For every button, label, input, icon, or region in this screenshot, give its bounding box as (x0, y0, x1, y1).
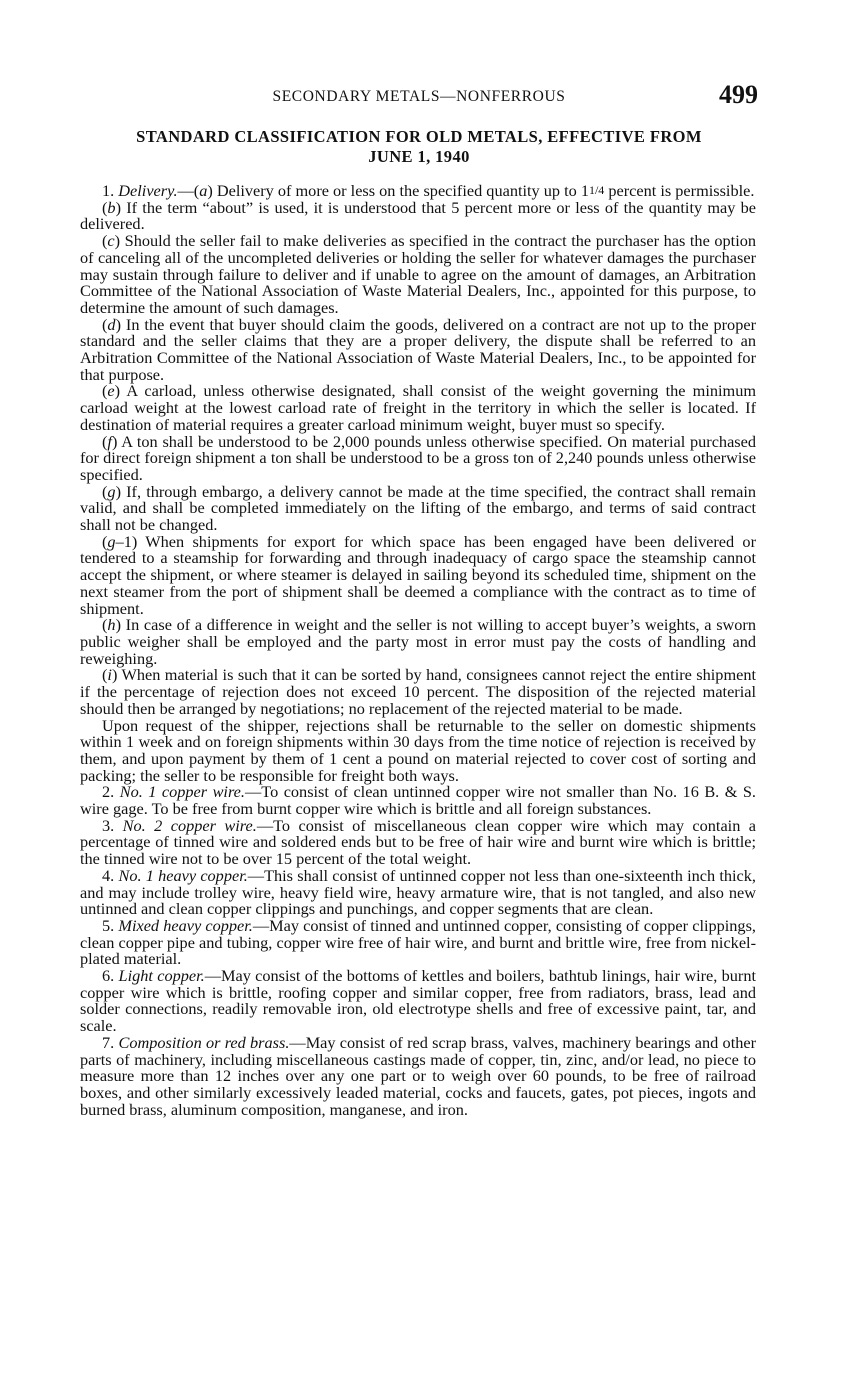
section-number: 3. (102, 815, 115, 835)
clause-letter: i (107, 665, 112, 685)
paragraph-4-heavy-copper (80, 865, 756, 919)
paragraph-g-1: (g–1) When shipments for export for which space has been engaged have been delivered or tendered to a steamship for forwarding and through inadequacy of cargo space the steamship cannot accept the shipment, or where steamer is delayed in sailing beyond its scheduled time, shipment on the next steamer from the port of shipment shall be deemed a compliance with the contract as to time of shipment. (80, 531, 756, 618)
section-number: 1. (102, 181, 115, 200)
paragraph-text: —May consist of tinned and untinned copper, consisting of copper clippings, clean copper pipe and tubing, copper wire free of hair wire, and burnt and brittle wire, free from nickel-plated material. (80, 915, 756, 969)
section-number: 4. (102, 865, 115, 885)
paragraph-text: —May consist of red scrap brass, valves, machinery bearings and other parts of machinery, including miscellaneous castings made of copper, tin, zinc, and/or lead, no piece to measure more than 12 inches over any one part or to weigh over 60 pounds, to be free of railroad boxes, and other similarly excessively leaded material, cocks and faucets, gates, pot pieces, ingots and burned brass, aluminum composition, manganese, and iron. (80, 1032, 757, 1119)
paragraph-rejections: Upon request of the shipper, rejections shall be returnable to the seller on domestic shipments within 1 week and on foreign shipments within 30 days from the time notice of rejection is received by them, and upon payment by them of 1 cent a pound on material rejected to cover cost of sorting and packing; the seller to be responsible for freight both ways. (80, 715, 756, 785)
paragraph-text-continued: percent is permissible. (604, 181, 755, 200)
paragraph-text: ) If the term “about” is used, it is understood that 5 percent more or less of the quantity may be delivered. (80, 197, 756, 234)
paragraph-text: ) A ton shall be understood to be 2,000 pounds unless otherwise specified. On material purchased for direct foreign shipment a ton shall be understood to be a gross ton of 2,240 pounds unless otherwise specified. (80, 431, 756, 484)
paragraph-5-mixed-heavy-copper (80, 915, 756, 969)
document-body (80, 182, 756, 1118)
clause-letter: b (107, 197, 116, 217)
paragraph-text: ) Should the seller fail to make deliveries as specified in the contract the purchaser has the option of canceling all of the uncompleted deliveries or holding the seller for whatever damages the purchaser may sustain through failure to deliver and if unable to agree on the amount of damages, an Arbitration Committee of the National Association of Waste Material Dealers, Inc., appointed for this purpose, to determine the amount of such damages. (80, 231, 756, 317)
clause-letter: f (107, 431, 112, 451)
section-number: 7. (102, 1032, 115, 1052)
paragraph-d: (d) In the event that buyer should claim the goods, delivered on a contract are not up to the proper standard and the seller claims that they are a proper delivery, the dispute shall be referred to an Arbitration Committee of the National Association of Waste Material Dealers, Inc., to be appointed for that purpose. (80, 314, 756, 384)
paragraph-text: ) In the event that buyer should claim the goods, delivered on a contract are not up to the proper standard and the seller claims that they are a proper delivery, the dispute shall be referred to an Arbitration Committee of the National Association of Waste Material Dealers, Inc., to be appointed for that purpose. (80, 314, 756, 384)
paragraph-6-light-copper (80, 968, 756, 1035)
paragraph-text: ) When shipments for export for which space has been engaged have been delivered or tendered to a steamship for forwarding and through inadequacy of cargo space the steamship cannot accept the shipment, or where steamer is delayed in sailing beyond its scheduled time, shipment on the next steamer from the port of shipment shall be deemed a compliance with the contract as to time of shipment. (80, 531, 756, 618)
paragraph-2-no1-copper-wire (80, 784, 756, 817)
section-heading: No. 1 copper wire. (119, 782, 245, 802)
paragraph-text: ) If, through embargo, a delivery cannot be made at the time specified, the contract shall remain valid, and shall be completed immediately on the lifting of the embargo, and terms of said contract shall not be changed. (80, 481, 756, 535)
paragraph-b: (b) If the term “about” is used, it is understood that 5 percent more or less of the quantity may be delivered. (80, 197, 756, 234)
running-head (80, 80, 758, 112)
paragraph-text: ) Delivery of more or less on the specified quantity up to 1 (207, 181, 589, 200)
paragraph-c: (c) Should the seller fail to make deliveries as specified in the contract the purchaser has the option of canceling all of the uncompleted deliveries or holding the seller for whatever damages the purchaser may sustain through failure to deliver and if unable to agree on the amount of damages, an Arbitration Committee of the National Association of Waste Material Dealers, Inc., appointed for this purpose, to determine the amount of such damages. (80, 231, 756, 317)
paragraph-text: —To consist of miscellaneous clean copper wire which may contain a percentage of tinned wire and soldered ends but to be free of hair wire and burnt wire which is brittle; the tinned wire not to be over 15 percent of the total weight. (80, 815, 757, 869)
clause-letter: a (199, 181, 208, 200)
paragraph-g: (g) If, through embargo, a delivery cannot be made at the time specified, the contract shall remain valid, and shall be completed immediately on the lifting of the embargo, and terms of said contract shall not be changed. (80, 481, 756, 535)
paragraph-text: —To consist of clean untinned copper wire not smaller than No. 16 B. & S. wire gage. To be free from burnt copper wire which is brittle and all foreign substances. (80, 782, 756, 819)
paragraph-text: ) A carload, unless otherwise designated, shall consist of the weight governing the minimum carload weight at the lowest carload rate of freight in the territory in which the seller is located. If destination of material requires a greater carload minimum weight, buyer must so specify. (80, 381, 756, 434)
dash: —( (177, 181, 200, 200)
section-number: 2. (102, 782, 115, 802)
title-line-1: STANDARD CLASSIFICATION FOR OLD METALS, EFFECTIVE FROM (136, 127, 702, 146)
paragraph-text: —This shall consist of untinned copper not less than one-sixteenth inch thick, and may include trolley wire, heavy field wire, heavy armature wire, that is not tangled, and also new untinned and clean copper clippings and punchings, and copper segments that are clean. (80, 865, 756, 919)
section-heading: No. 1 heavy copper. (118, 865, 248, 885)
paragraph-f: (f) A ton shall be understood to be 2,000 pounds unless otherwise specified. On material purchased for direct foreign shipment a ton shall be understood to be a gross ton of 2,240 pounds unless otherwise specified. (80, 431, 756, 484)
clause-letter: h (107, 615, 116, 635)
clause-letter: g (107, 531, 116, 551)
clause-suffix: –1 (115, 531, 132, 551)
clause-letter: c (107, 231, 115, 251)
paragraph-i: (i) When material is such that it can be sorted by hand, consignees cannot reject the entire shipment if the percentage of rejection does not exceed 10 percent. The disposition of the rejected material should then be arranged by negotiations; no replacement of the rejected material to be made. (80, 665, 756, 718)
paragraph-text: —May consist of the bottoms of kettles and boilers, bathtub linings, hair wire, burnt copper wire which is brittle, roofing copper and similar copper, free from radiators, brass, lead and solder connections, readily removable iron, old electrotype shells and free of excessive paint, tar, and scale. (80, 966, 756, 1036)
section-number: 6. (102, 966, 115, 986)
clause-letter: e (107, 381, 115, 401)
paragraph-text: ) In case of a difference in weight and the seller is not willing to accept buyer’s weights, a sworn public weigher shall be employed and the party most in error must pay the costs of handling and reweighing. (80, 615, 756, 668)
section-heading: Light copper. (118, 966, 205, 986)
section-heading: Mixed heavy copper. (118, 915, 253, 935)
fraction: 1/4 (588, 183, 605, 197)
section-heading: Delivery. (118, 181, 178, 200)
clause-letter: g (107, 481, 116, 501)
title-line-2: JUNE 1, 1940 (368, 147, 470, 166)
paragraph-text: ) When material is such that it can be sorted by hand, consignees cannot reject the entire shipment if the percentage of rejection does not exceed 10 percent. The disposition of the rejected material should then be arranged by negotiations; no replacement of the rejected material to be made. (80, 665, 756, 718)
section-heading: Composition or red brass. (118, 1032, 290, 1052)
paragraph-3-no2-copper-wire (80, 815, 757, 869)
paragraph-e: (e) A carload, unless otherwise designated, shall consist of the weight governing the minimum carload weight at the lowest carload rate of freight in the territory in which the seller is located. If destination of material requires a greater carload minimum weight, buyer must so specify. (80, 381, 756, 434)
section-heading: No. 2 copper wire. (122, 815, 257, 835)
page-number: 499 (719, 80, 758, 109)
running-title: SECONDARY METALS—NONFERROUS (272, 88, 566, 105)
paragraph-h: (h) In case of a difference in weight and the seller is not willing to accept buyer’s weights, a sworn public weigher shall be employed and the party most in error must pay the costs of handling and reweighing. (80, 615, 756, 668)
document-title (80, 127, 758, 167)
paragraph-7-red-brass (80, 1032, 757, 1119)
clause-letter: d (107, 314, 116, 334)
section-number: 5. (102, 915, 115, 935)
